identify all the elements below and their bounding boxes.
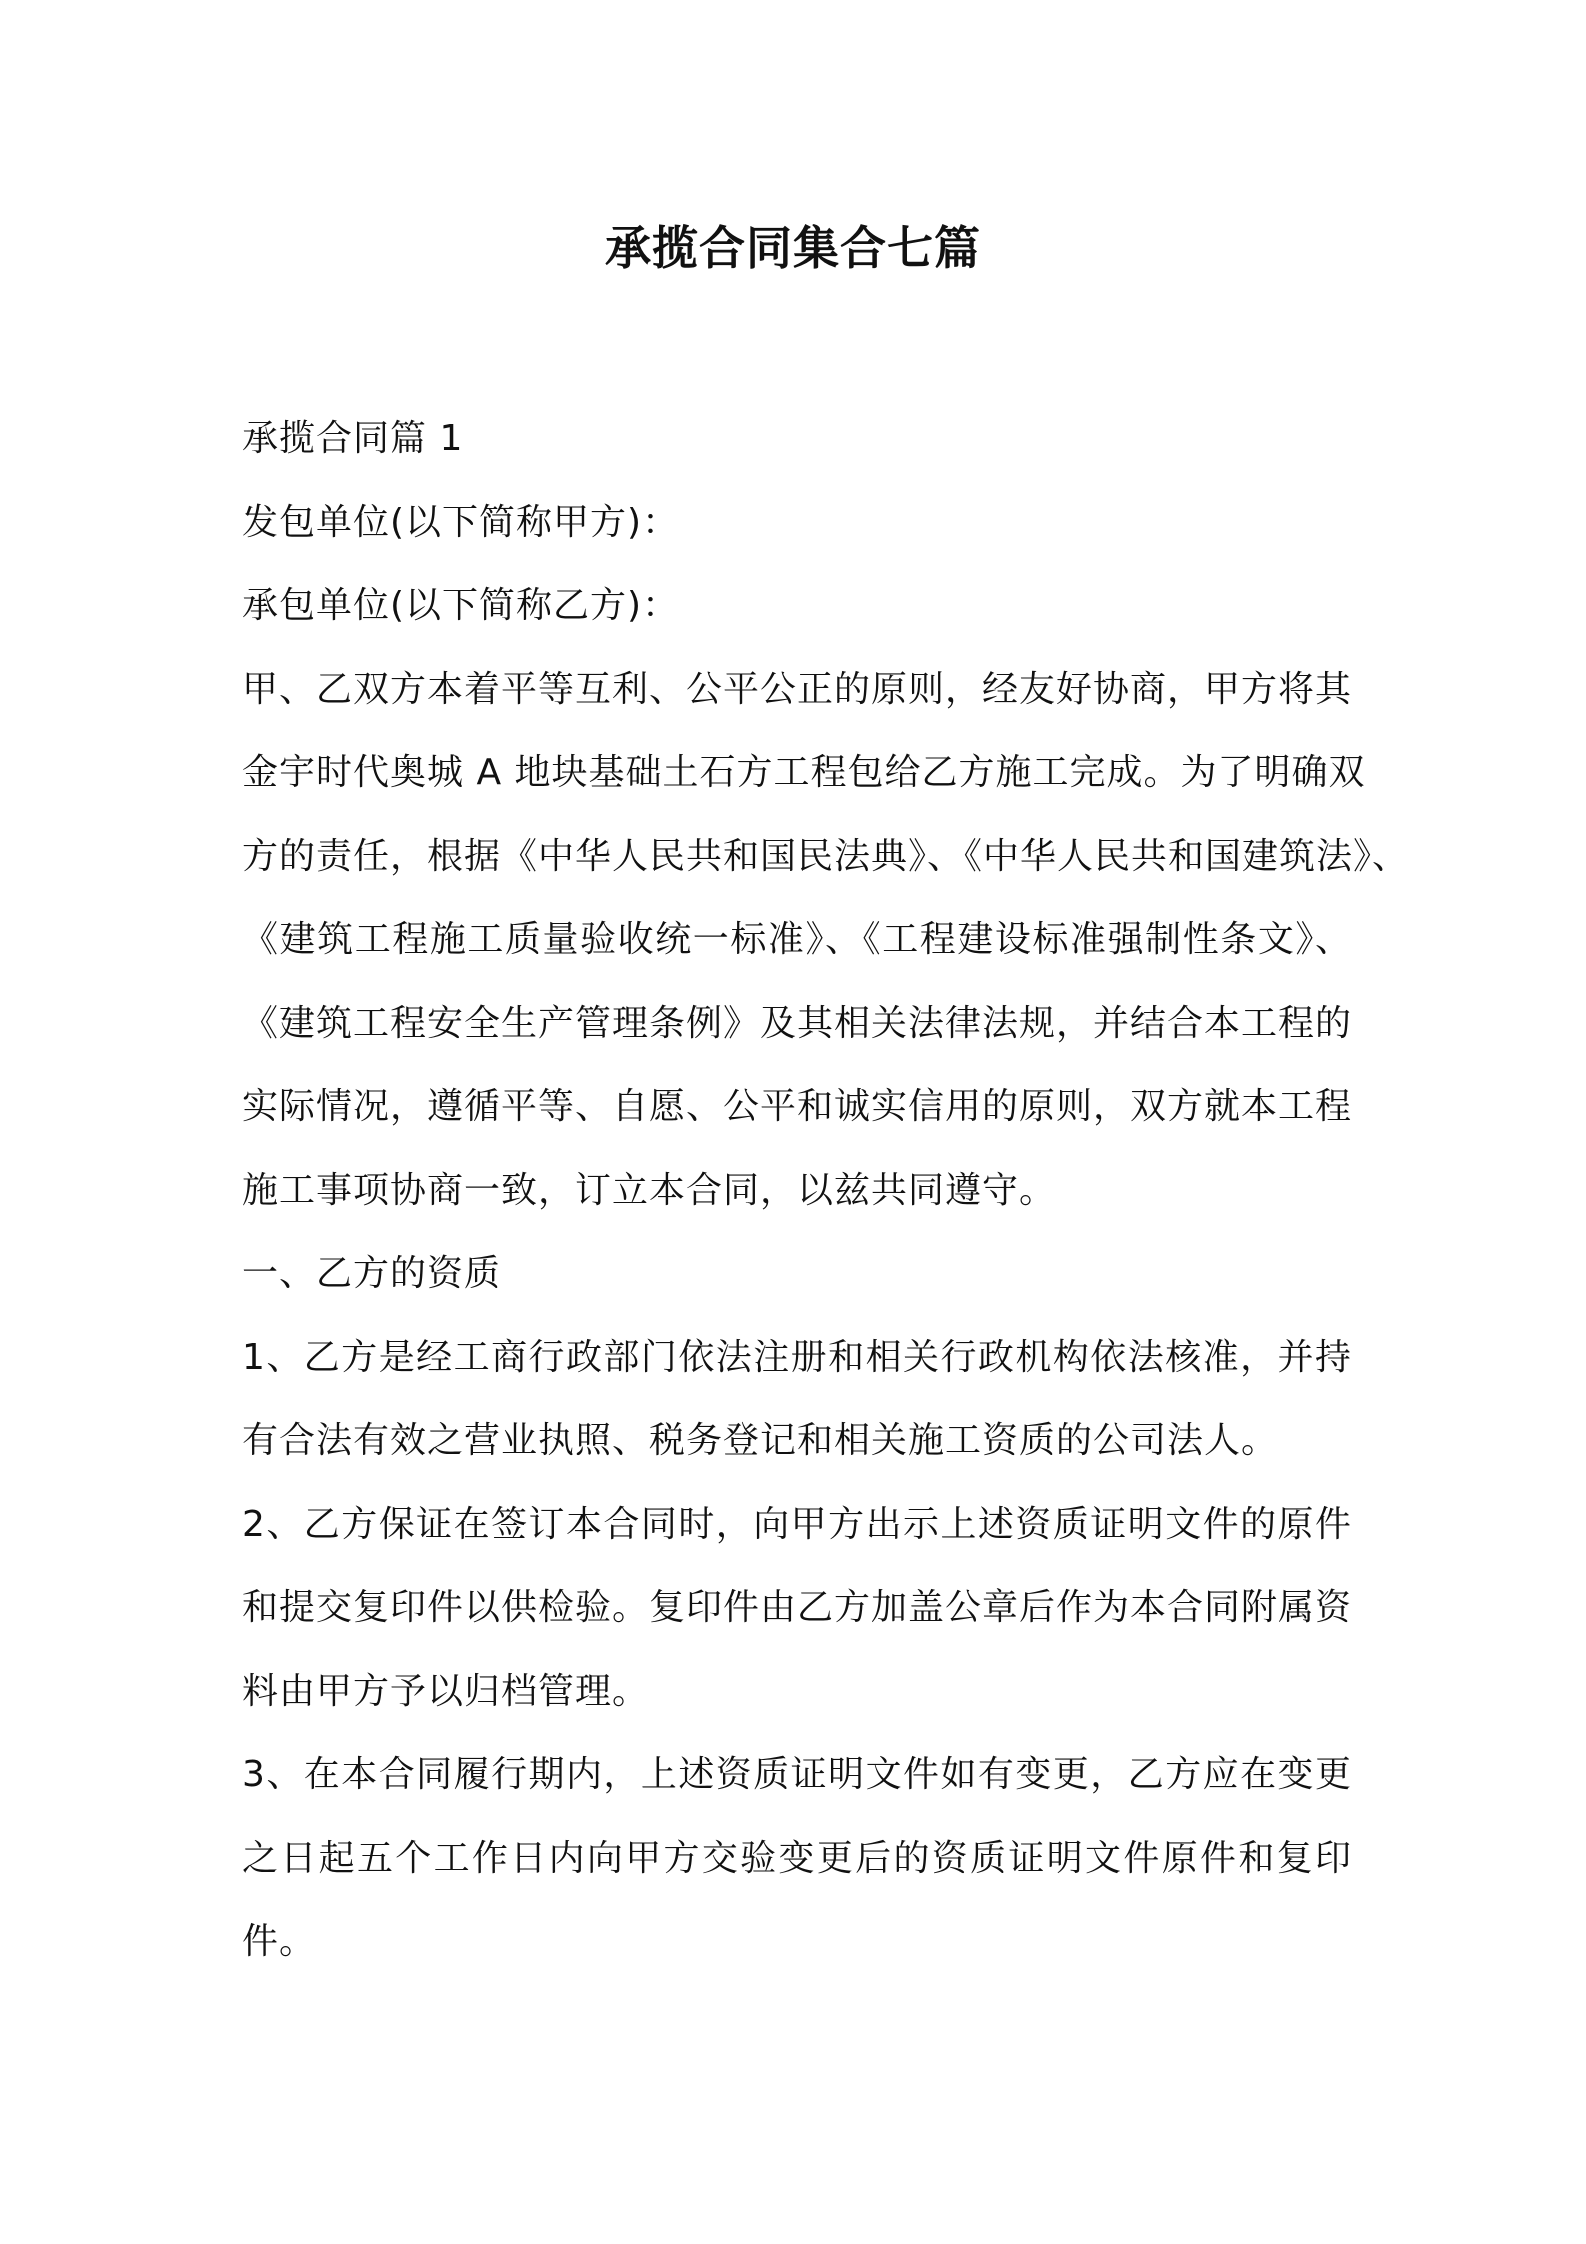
party-a-line: 发包单位(以下简称甲方)： — [242, 501, 680, 543]
paragraph-line: 实际情况，遵循平等、自愿、公平和诚实信用的原则，双方就本工程 — [242, 1086, 1353, 1127]
document-body — [242, 397, 1410, 1984]
clause-line: 3、在本合同履行期内，上述资质证明文件如有变更，乙方应在变更 — [242, 1754, 1352, 1795]
clause-line: 之日起五个工作日内向甲方交验变更后的资质证明文件原件和复印 — [242, 1837, 1352, 1879]
paragraph-line: 金宇时代奥城 A 地块基础土石方工程包给乙方施工完成。为了明确双 — [242, 752, 1366, 793]
document-title: 承揽合同集合七篇 — [605, 221, 981, 275]
paragraph-line: 方的责任，根据《中华人民共和国民法典》、《中华人民共和国建筑法》、 — [242, 835, 1410, 877]
paragraph-line: 甲、乙双方本着平等互利、公平公正的原则，经友好协商，甲方将其 — [242, 668, 1353, 710]
clause-line: 有合法有效之营业执照、税务登记和相关施工资质的公司法人。 — [242, 1420, 1279, 1461]
clause-line: 1、乙方是经工商行政部门依法注册和相关行政机构依法核准，并持 — [242, 1336, 1352, 1378]
subsection-heading: 一、乙方的资质 — [242, 1253, 502, 1294]
clause-line: 料由甲方予以归档管理。 — [242, 1670, 650, 1712]
clause-line: 件。 — [242, 1921, 317, 1962]
paragraph-line: 施工事项协商一致，订立本合同，以兹共同遵守。 — [242, 1169, 1057, 1211]
clause-line: 2、乙方保证在签订本合同时，向甲方出示上述资质证明文件的原件 — [242, 1503, 1352, 1545]
paragraph-line: 《建筑工程安全生产管理条例》及其相关法律法规，并结合本工程的 — [242, 1002, 1353, 1044]
section-heading: 承揽合同篇 1 — [242, 418, 464, 459]
clause-line: 和提交复印件以供检验。复印件由乙方加盖公章后作为本合同附属资 — [242, 1587, 1353, 1628]
party-b-line: 承包单位(以下简称乙方)： — [242, 585, 680, 626]
paragraph-line: 《建筑工程施工质量验收统一标准》、《工程建设标准强制性条文》、 — [242, 919, 1352, 960]
